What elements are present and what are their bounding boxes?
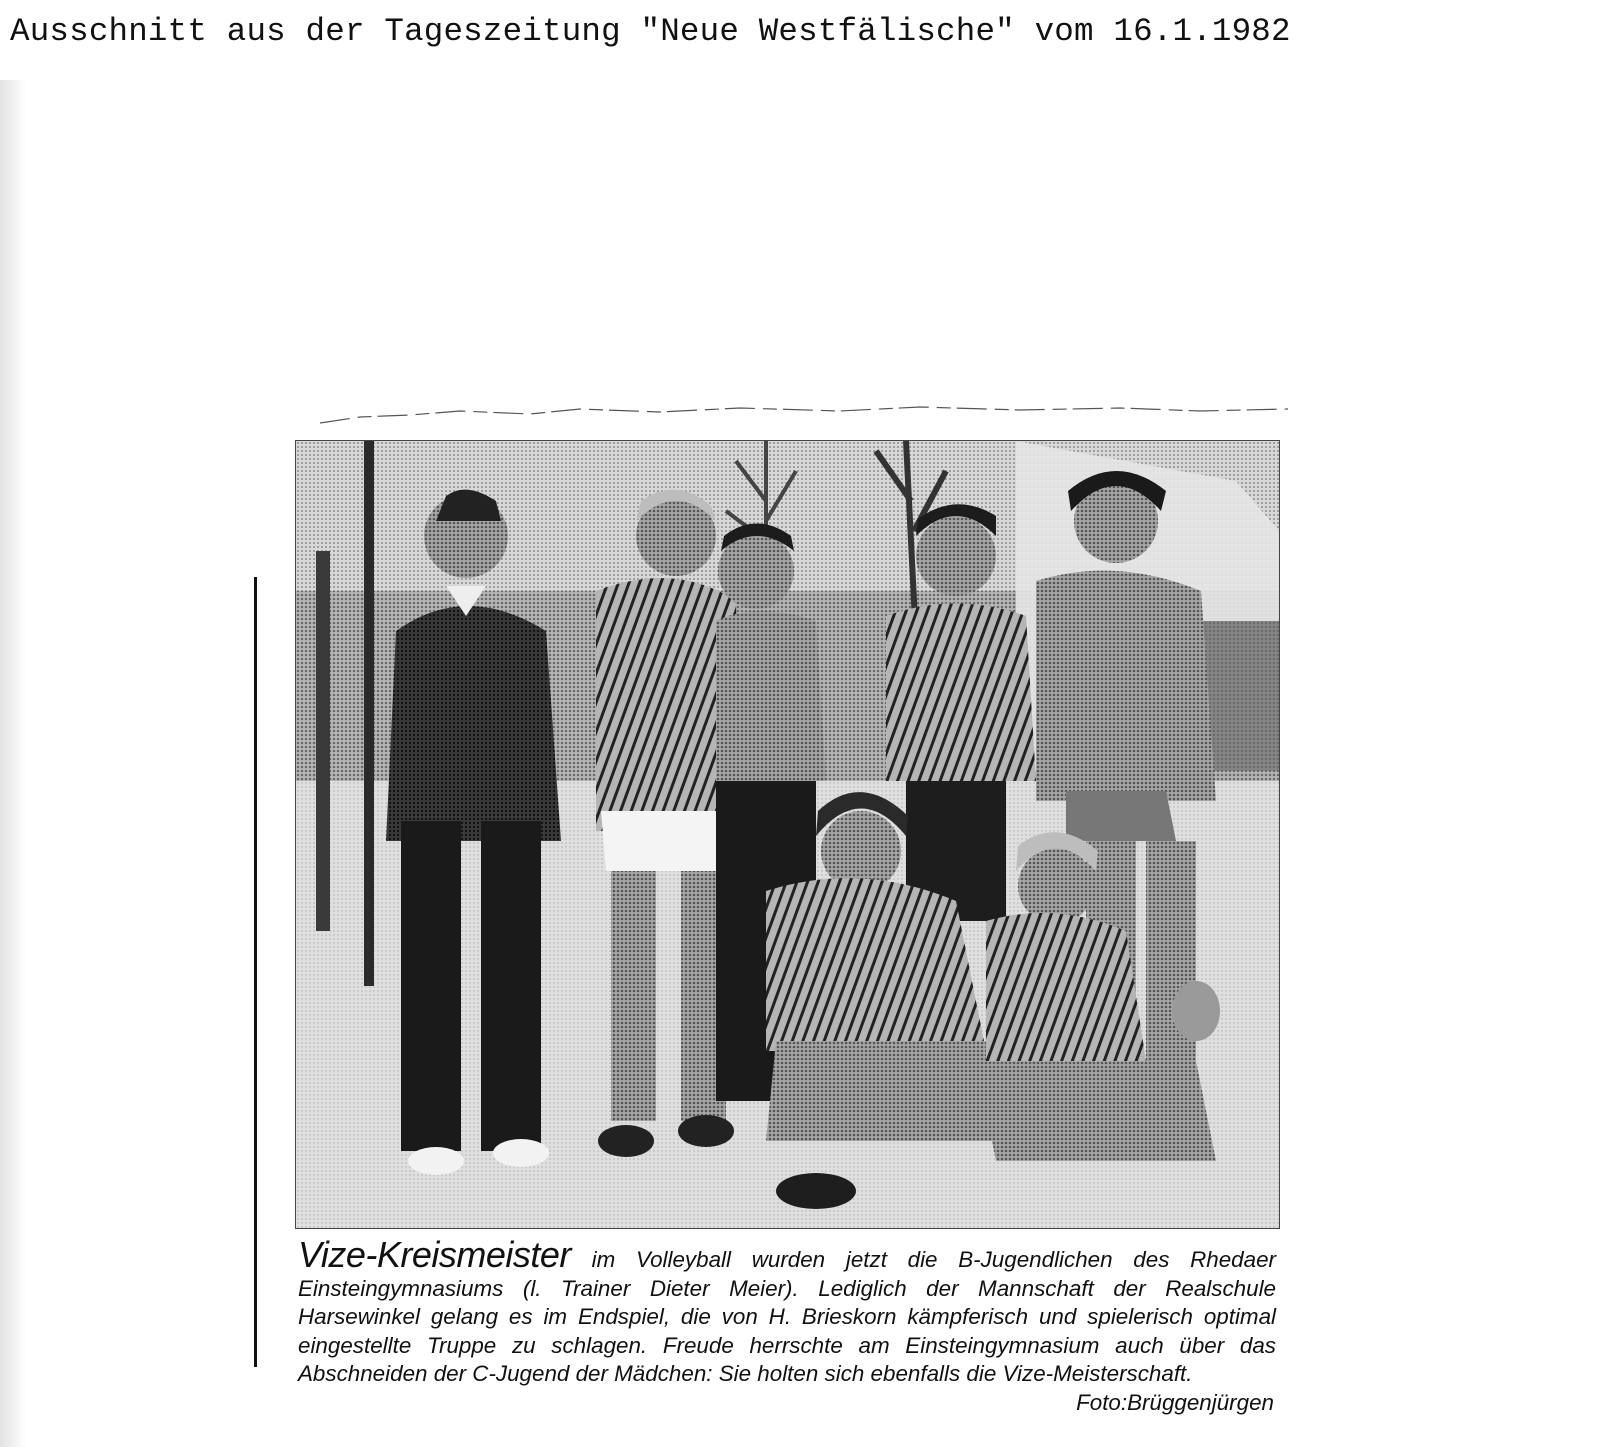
caption-headline: Vize-Kreismeister	[298, 1234, 571, 1275]
newspaper-clipping	[280, 405, 1290, 1435]
team-photo	[295, 440, 1280, 1229]
caption-body: im Volleyball wurden jetzt die B-Jugendlichen des Rhedaer Einsteingymnasiums (l. Trainer Dieter Meier). Lediglich der Mannschaft der Realschule Harsewinkel gelang es im Endspiel, die von H. Brieskorn kämpferisch und spielerisch optimal eingestellte Truppe zu schlagen. Freude herrschte am Einsteingymnasium auch über das Abschneiden der C-Jugend der Mädchen: Sie holten sich ebenfalls die Vize-Meisterschaft.	[298, 1247, 1276, 1386]
photo-caption	[298, 1234, 1276, 1417]
scan-shadow	[0, 80, 26, 1447]
column-rule	[254, 577, 257, 1367]
torn-edge-icon	[320, 405, 1288, 427]
photo-credit: Foto:Brüggenjürgen	[1076, 1389, 1274, 1415]
document-header: Ausschnitt aus der Tageszeitung "Neue Westfälische" vom 16.1.1982	[10, 13, 1291, 50]
team-photo-icon	[296, 441, 1279, 1228]
